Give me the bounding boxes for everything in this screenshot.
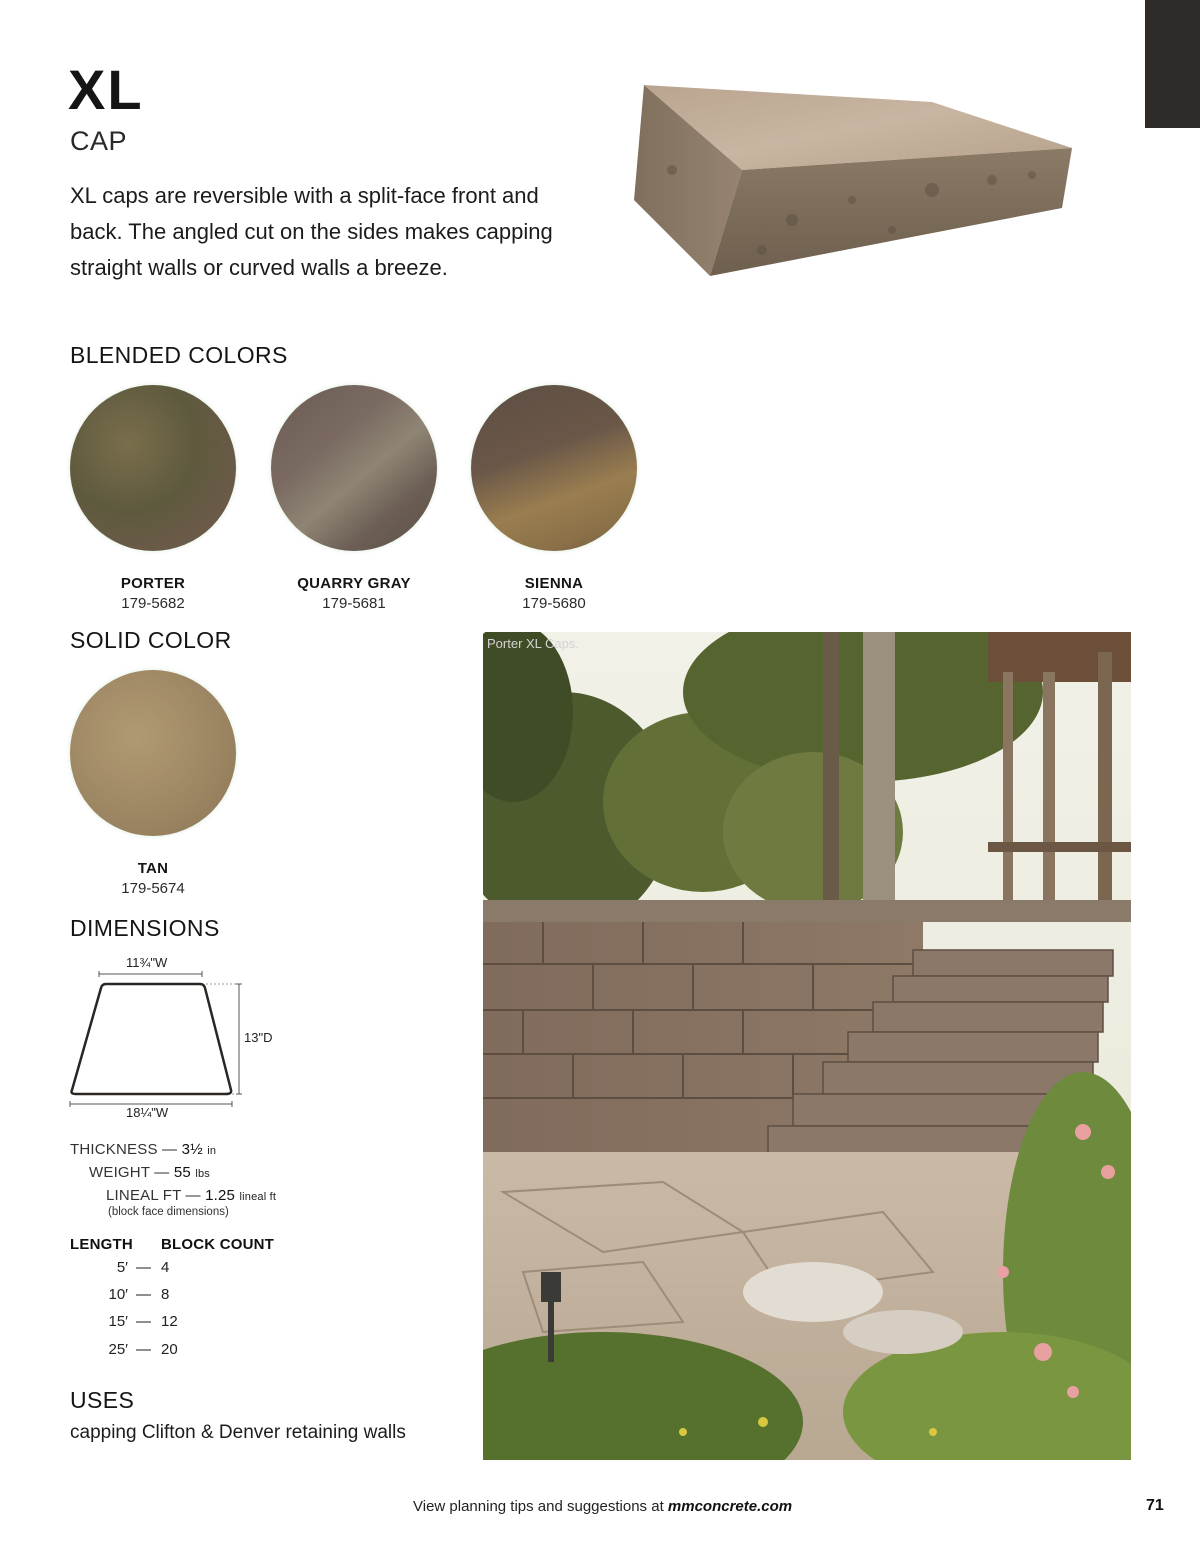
color-swatch-circle (271, 385, 437, 551)
spec-note: (block face dimensions) (108, 1206, 229, 1218)
length-value: 5′ (116, 1259, 128, 1276)
website-link[interactable]: mmconcrete.com (667, 1498, 793, 1515)
count-value: 20 (161, 1341, 178, 1358)
swatch-tan (70, 670, 236, 897)
swatch-name: TAN (137, 860, 169, 877)
spec-weight (89, 1164, 210, 1181)
bottom-width-label: 18¼"W (126, 1105, 169, 1120)
swatch-quarry-gray (271, 385, 437, 612)
spec-lineal-ft (106, 1187, 276, 1204)
spec-label: THICKNESS — (70, 1141, 178, 1158)
row-dash: — (136, 1286, 151, 1303)
spec-value: 55 (173, 1164, 191, 1181)
photo-caption: Porter XL Caps. (487, 636, 580, 651)
depth-label: 13"D (244, 1030, 273, 1045)
swatch-name: QUARRY GRAY (297, 575, 411, 592)
page-number: 71 (1146, 1497, 1164, 1514)
spec-label: WEIGHT — (89, 1164, 170, 1181)
length-value: 25′ (108, 1341, 128, 1358)
length-value: 15′ (108, 1313, 128, 1330)
spec-value: 3½ (181, 1141, 203, 1158)
length-value: 10′ (108, 1286, 128, 1303)
block-count-column-header: BLOCK COUNT (161, 1236, 275, 1253)
spec-label: LINEAL FT — (106, 1187, 201, 1204)
dimension-diagram (64, 952, 294, 1122)
color-swatch-circle (70, 385, 236, 551)
landscape-photo (483, 632, 1131, 1460)
dimensions-heading: DIMENSIONS (70, 915, 220, 941)
swatch-sienna (471, 385, 637, 612)
block-count-row (70, 1286, 230, 1306)
solid-color-heading: SOLID COLOR (70, 627, 232, 653)
spec-unit: in (207, 1145, 217, 1157)
row-dash: — (136, 1259, 151, 1276)
count-value: 8 (161, 1286, 170, 1303)
swatch-code: 179-5681 (322, 595, 386, 612)
count-value: 4 (161, 1259, 170, 1276)
footer-message: View planning tips and suggestions at (413, 1498, 664, 1515)
color-swatch-circle (70, 670, 236, 836)
page-title: XL (68, 58, 144, 121)
page-subtitle: CAP (70, 126, 128, 156)
color-swatch-circle (471, 385, 637, 551)
spec-unit: lbs (195, 1168, 211, 1180)
product-image (632, 80, 1077, 280)
block-count-row (70, 1259, 230, 1279)
spec-thickness (70, 1141, 216, 1158)
swatch-name: SIENNA (524, 575, 584, 592)
blended-colors-heading: BLENDED COLORS (70, 342, 288, 368)
top-width-label: 11¾"W (126, 955, 168, 970)
spec-value: 1.25 (205, 1187, 236, 1204)
swatch-code: 179-5674 (121, 880, 185, 897)
section-tab (1145, 0, 1200, 128)
swatch-code: 179-5680 (522, 595, 586, 612)
spec-unit: lineal ft (239, 1191, 277, 1203)
product-description: XL caps are reversible with a split-face front and back. The angled cut on the sides makes capping straight walls or curved walls a breeze. (70, 183, 553, 280)
swatch-name: PORTER (120, 575, 186, 592)
uses-text: capping Clifton & Denver retaining walls (70, 1422, 406, 1443)
length-column-header: LENGTH (70, 1236, 133, 1253)
row-dash: — (136, 1341, 151, 1358)
footer-text (413, 1498, 792, 1515)
block-count-row (70, 1341, 230, 1361)
swatch-porter (70, 385, 236, 612)
swatch-code: 179-5682 (121, 595, 185, 612)
uses-heading: USES (70, 1387, 135, 1413)
block-count-row (70, 1313, 230, 1333)
row-dash: — (136, 1313, 151, 1330)
count-value: 12 (161, 1313, 178, 1330)
